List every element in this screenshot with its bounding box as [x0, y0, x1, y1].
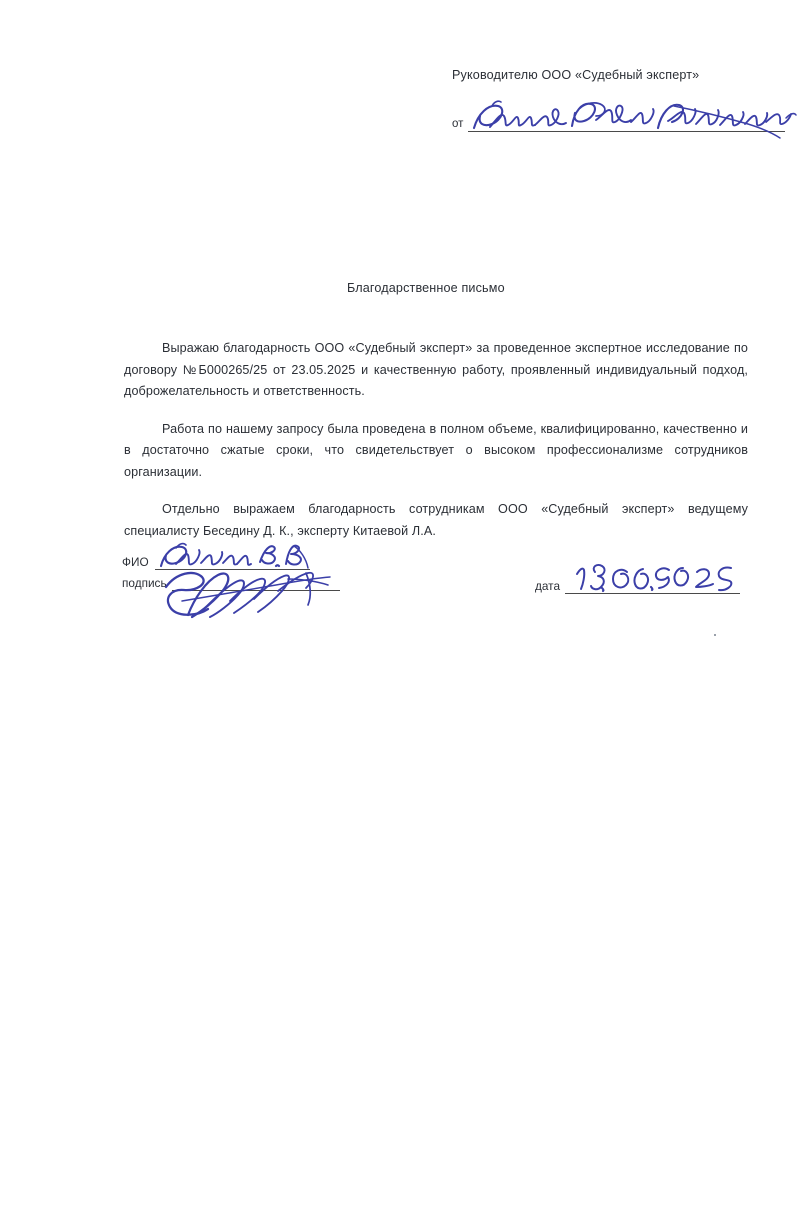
date-block [535, 576, 745, 606]
body-paragraph: Отдельно выражаем благодарность сотрудникам ООО «Судебный эксперт» ведущему специалисту Беседину Д. К., эксперту Китаевой Л.А. [124, 502, 748, 538]
handwritten-signature [158, 567, 348, 621]
signature-block [122, 552, 362, 598]
body-paragraph: Выражаю благодарность ООО «Судебный эксперт» за проведенное экспертное исследование по договору №Б000265/25 от 23.05.2025 и качественную работу, проявленный индивидуальный подход, доброжелательность и ответственность. [124, 341, 748, 398]
signature-label: подпись [122, 576, 167, 590]
from-field-row [452, 108, 792, 142]
from-handwriting [468, 94, 798, 138]
addressee-line: Руководителю ООО «Судебный эксперт» [452, 68, 700, 82]
date-label: дата [535, 579, 561, 593]
from-label: от [452, 118, 464, 130]
signature-row [122, 573, 362, 594]
page-title: Благодарственное письмо [347, 281, 505, 295]
fio-label: ФИО [122, 555, 149, 569]
body-paragraph: Работа по нашему запросу была проведена в полном объеме, квалифицированно, качественно и в достаточно сжатые сроки, что свидетельствует о высоком профессионализме сотрудников организации. [124, 421, 748, 479]
date-handwriting [571, 560, 741, 594]
scan-speck [714, 634, 716, 636]
letter-body [124, 338, 748, 542]
